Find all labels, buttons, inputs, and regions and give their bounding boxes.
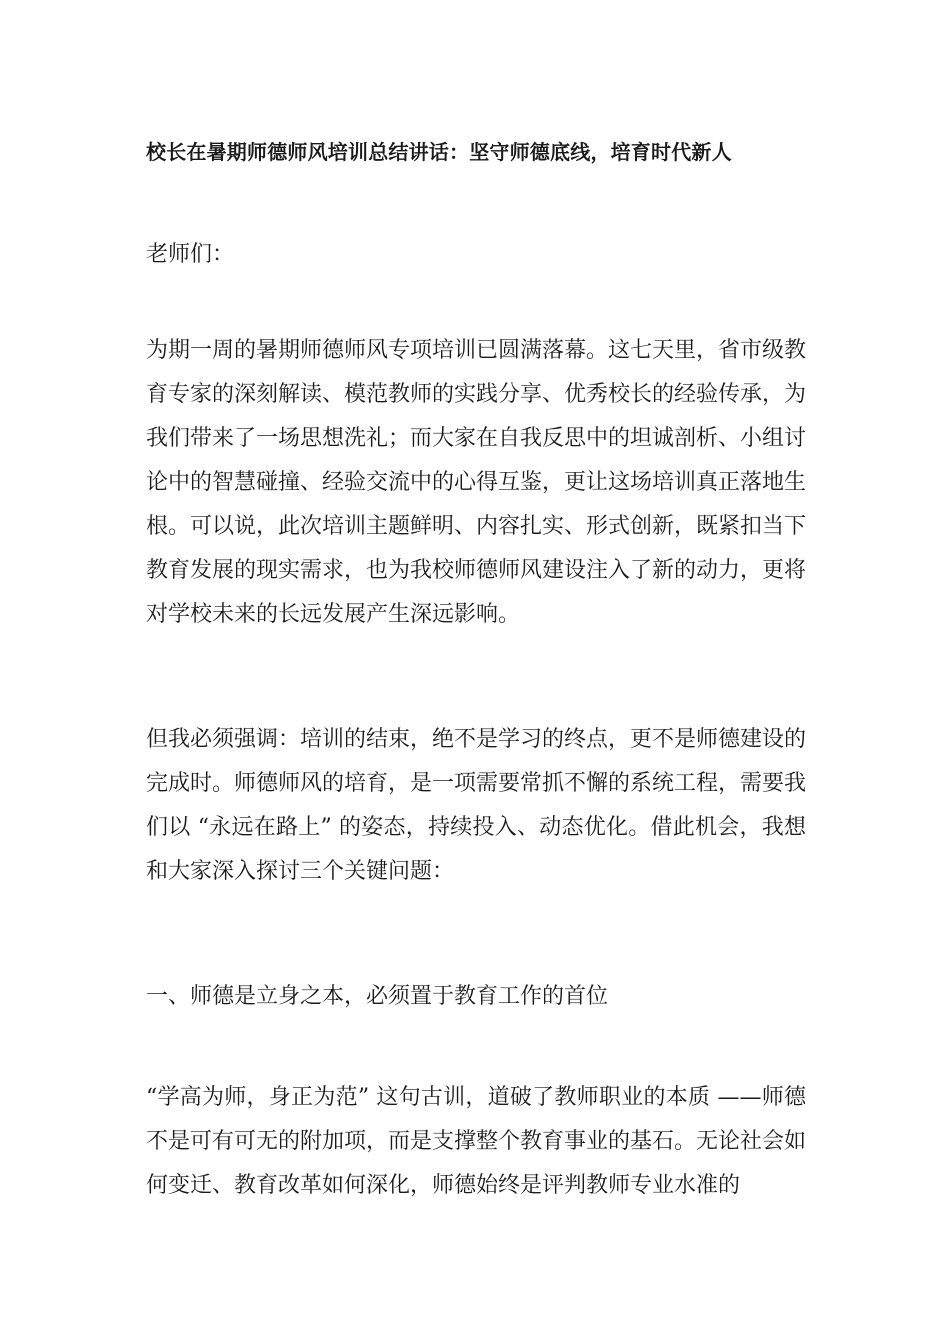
section-heading-1: 一、师德是立身之本，必须置于教育工作的首位 bbox=[146, 984, 609, 1009]
document-title: 校长在暑期师德师风培训总结讲话：坚守师德底线，培育时代新人 bbox=[146, 140, 732, 164]
paragraph-section-1: “学高为师，身正为范” 这句古训，道破了教师职业的本质 ——师德不是可有可无的附加项，而是支撑整个教育事业的基石。无论社会如何变迁、教育改革如何深化，师德始终是评判教师专业水准的 bbox=[146, 1085, 807, 1198]
paragraph-emphasis: 但我必须强调：培训的结束，绝不是学习的终点，更不是师德建设的完成时。师德师风的培育，是一项需要常抓不懈的系统工程，需要我们以 “永远在路上” 的姿态，持续投入、动态优化。借此机会，我想和大家深入探讨三个关键问题： bbox=[146, 727, 807, 884]
salutation: 老师们： bbox=[146, 242, 235, 267]
paragraph-intro: 为期一周的暑期师德师风专项培训已圆满落幕。这七天里，省市级教育专家的深刻解读、模范教师的实践分享、优秀校长的经验传承，为我们带来了一场思想洗礼；而大家在自我反思中的坦诚剖析、小组讨论中的智慧碰撞、经验交流中的心得互鉴，更让这场培训真正落地生根。可以说，此次培训主题鲜明、内容扎实、形式创新，既紧扣当下教育发展的现实需求，也为我校师德师风建设注入了新的动力，更将对学校未来的长远发展产生深远影响。 bbox=[146, 338, 807, 627]
